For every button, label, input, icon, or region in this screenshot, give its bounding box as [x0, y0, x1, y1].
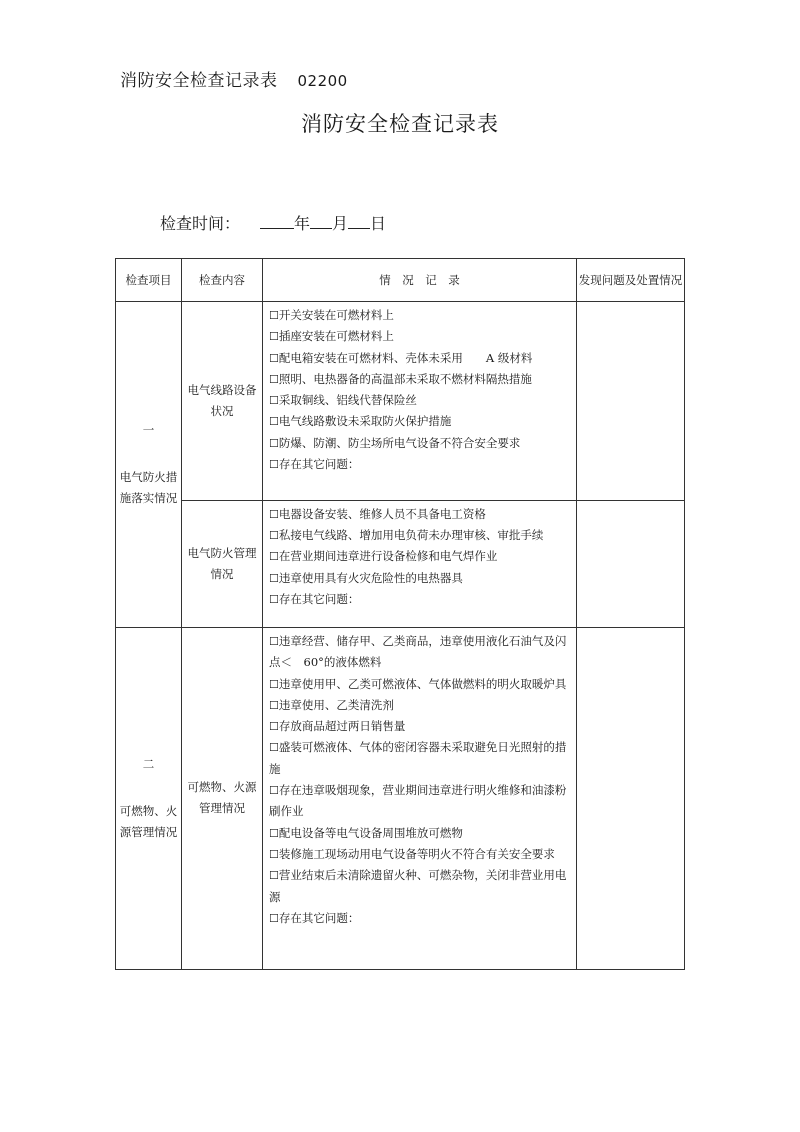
checkbox-icon[interactable]: ☐ — [269, 415, 279, 429]
checklist-item[interactable]: ☐电气线路敷设未采取防火保护措施 — [269, 414, 452, 429]
page-title: 消防安全检查记录表 — [301, 112, 499, 136]
checkbox-icon[interactable]: ☐ — [269, 394, 279, 408]
checkbox-icon[interactable]: ☐ — [269, 720, 279, 734]
day-label: 日 — [370, 214, 387, 233]
checkbox-icon[interactable]: ☐ — [269, 372, 279, 386]
table-row — [116, 627, 685, 969]
table-header-row — [116, 259, 685, 302]
content-cell: 电气防火管理情况 — [182, 500, 263, 627]
checkbox-icon[interactable]: ☐ — [269, 677, 279, 691]
checklist-item[interactable]: ☐违章使用、乙类清洗剂 — [269, 697, 394, 712]
checkbox-icon[interactable]: ☐ — [269, 458, 279, 472]
findings-cell[interactable] — [577, 627, 685, 969]
checklist-item[interactable]: ☐插座安装在可燃材料上 — [269, 329, 394, 344]
checkbox-icon[interactable]: ☐ — [269, 847, 279, 861]
checkbox-icon[interactable]: ☐ — [269, 911, 279, 925]
checkbox-icon[interactable]: ☐ — [269, 741, 279, 755]
checklist-item[interactable]: ☐采取铜线、铝线代替保险丝 — [269, 393, 417, 408]
checklist-item[interactable]: ☐存在其它问题： — [269, 910, 360, 925]
checkbox-icon[interactable]: ☐ — [269, 529, 279, 543]
checklist-item[interactable]: ☐营业结束后未清除遗留火种、可燃杂物，关闭非营业用电源 — [269, 868, 567, 904]
header-situation: 情 况 记 录 — [263, 259, 577, 302]
month-label: 月 — [332, 214, 349, 233]
category-number: 一 — [142, 422, 155, 437]
checklist-item[interactable]: ☐配电箱安装在可燃材料、壳体未采用 A 级材料 — [269, 350, 533, 365]
year-blank[interactable] — [260, 214, 294, 229]
situation-cell — [263, 627, 577, 969]
header-findings: 发现问题及处置情况 — [577, 259, 685, 302]
category-cell — [116, 627, 182, 969]
checklist-item[interactable]: ☐违章经营、储存甲、乙类商品，违章使用液化石油气及闪点＜ 60°的液体燃料 — [269, 633, 567, 670]
checklist-item[interactable]: ☐存在违章吸烟现象，营业期间违章进行明火维修和油漆粉刷作业 — [269, 783, 567, 819]
checkbox-icon[interactable]: ☐ — [269, 351, 279, 365]
table-row — [116, 500, 685, 627]
checklist-item[interactable]: ☐违章使用具有火灾危险性的电热器具 — [269, 570, 463, 585]
checklist-item[interactable]: ☐电器设备安装、维修人员不具备电工资格 — [269, 506, 486, 521]
checkbox-icon[interactable]: ☐ — [269, 507, 279, 521]
situation-cell — [263, 302, 577, 501]
findings-cell[interactable] — [577, 500, 685, 627]
checklist-item[interactable]: ☐照明、电热器备的高温部未采取不燃材料隔热措施 — [269, 371, 532, 386]
checkbox-icon[interactable]: ☐ — [269, 571, 279, 585]
category-name: 电气防火措施落实情况 — [119, 469, 178, 505]
content-cell: 可燃物、火源管理情况 — [182, 627, 263, 969]
category-name: 可燃物、火源管理情况 — [119, 803, 178, 839]
checklist-item[interactable]: ☐在营业期间违章进行设备检修和电气焊作业 — [269, 549, 498, 564]
checklist-item[interactable]: ☐存放商品超过两日销售量 — [269, 719, 406, 734]
situation-cell — [263, 500, 577, 627]
checklist-item[interactable]: ☐违章使用甲、乙类可燃液体、气体做燃料的明火取暖炉具 — [269, 676, 567, 691]
inspection-date-line — [160, 211, 386, 234]
checklist-item[interactable]: ☐配电设备等电气设备周围堆放可燃物 — [269, 825, 463, 840]
checkbox-icon[interactable]: ☐ — [269, 330, 279, 344]
day-blank[interactable] — [348, 214, 370, 229]
checklist-item[interactable]: ☐存在其它问题： — [269, 457, 360, 472]
checklist-item[interactable]: ☐装修施工现场动用电气设备等明火不符合有关安全要求 — [269, 846, 555, 861]
inspection-record-table — [115, 258, 685, 970]
checkbox-icon[interactable]: ☐ — [269, 550, 279, 564]
checkbox-icon[interactable]: ☐ — [269, 869, 279, 883]
category-cell — [116, 302, 182, 628]
checklist-item[interactable]: ☐盛装可燃液体、气体的密闭容器未采取避免日光照射的措施 — [269, 740, 567, 776]
checkbox-icon[interactable]: ☐ — [269, 634, 279, 648]
month-blank[interactable] — [310, 214, 332, 229]
header-code: 02200 — [297, 72, 348, 90]
checklist-item[interactable]: ☐私接电气线路、增加用电负荷未办理审核、审批手续 — [269, 528, 544, 543]
checkbox-icon[interactable]: ☐ — [269, 698, 279, 712]
category-number: 二 — [142, 756, 155, 771]
checkbox-icon[interactable]: ☐ — [269, 592, 279, 606]
checkbox-icon[interactable]: ☐ — [269, 826, 279, 840]
header-title: 消防安全检查记录表 — [120, 71, 278, 91]
checklist-item[interactable]: ☐防爆、防潮、防尘场所电气设备不符合安全要求 — [269, 435, 521, 450]
checklist-item[interactable]: ☐存在其它问题： — [269, 591, 360, 606]
header-content: 检查内容 — [182, 259, 263, 302]
year-label: 年 — [294, 214, 311, 233]
content-cell: 电气线路设备状况 — [182, 302, 263, 501]
checklist-item[interactable]: ☐开关安装在可燃材料上 — [269, 308, 394, 322]
checkbox-icon[interactable]: ☐ — [269, 309, 279, 322]
checkbox-icon[interactable]: ☐ — [269, 436, 279, 450]
inspection-date-label: 检查时间： — [160, 214, 241, 233]
document-header — [120, 66, 348, 91]
header-item: 检查项目 — [116, 259, 182, 302]
findings-cell[interactable] — [577, 302, 685, 501]
table-row — [116, 302, 685, 501]
checkbox-icon[interactable]: ☐ — [269, 784, 279, 798]
